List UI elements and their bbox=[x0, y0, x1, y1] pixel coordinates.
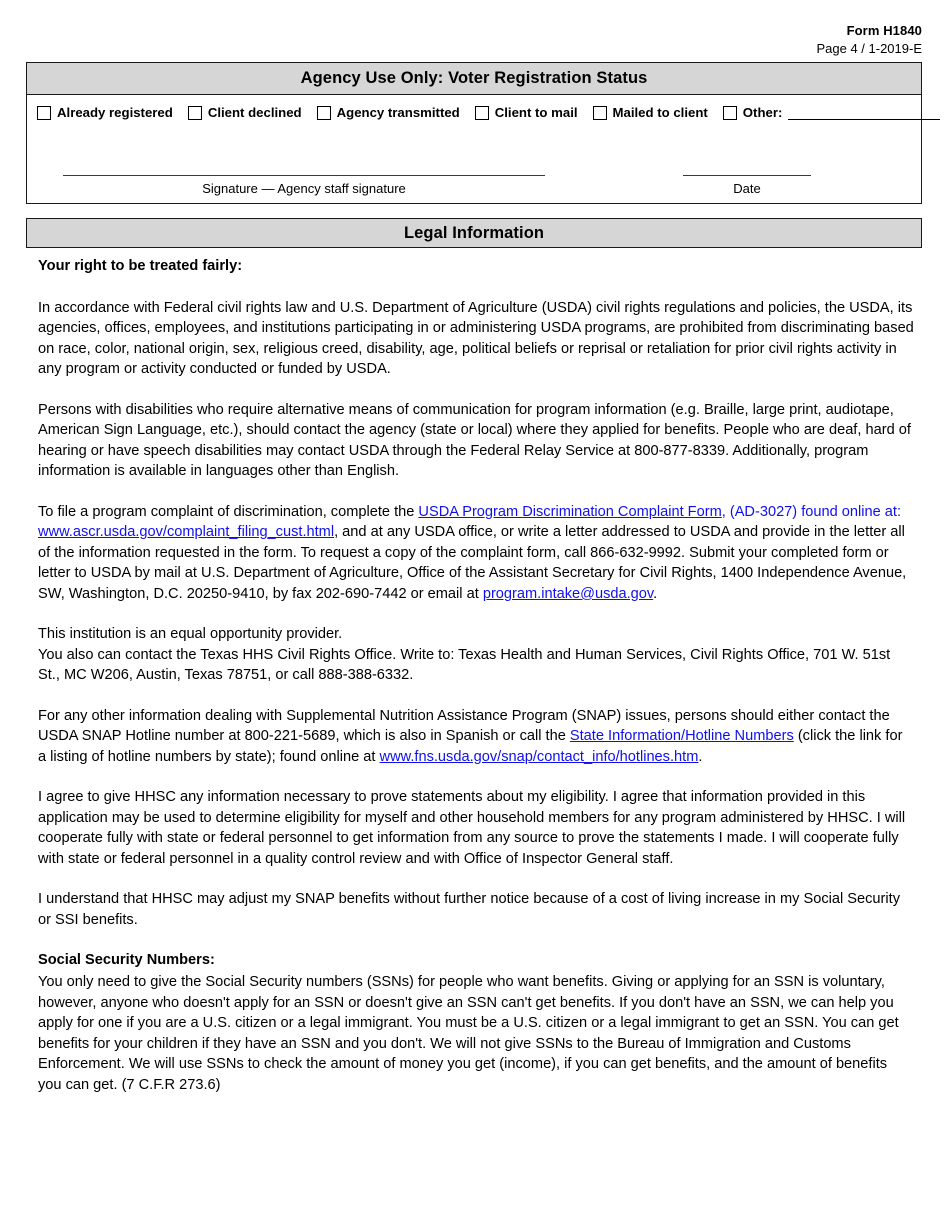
paragraph-usda-civil-rights: In accordance with Federal civil rights law and U.S. Department of Agriculture (USDA) civil rights regulations and policies, the USDA, its agencies, offices, employees, and institutions participating in or administering USDA programs, are prohibited from discriminating based on race, color, national origin, sex, religious creed, disability, age, political beliefs or reprisal or retaliation for prior civil rights activity in any program or activity conducted or funded by USDA. bbox=[38, 299, 914, 378]
legal-information-body bbox=[38, 256, 914, 1095]
checkbox-label: Mailed to client bbox=[612, 105, 708, 121]
snap-text-1: For any other information dealing with Supplemental Nutrition Assistance Program (SNAP) issues, persons should either contact the USDA SNAP Hotline number at 800-221-5689, which is also in Spanish or call the bbox=[38, 707, 890, 745]
subheading-treated-fairly: Your right to be treated fairly: bbox=[38, 258, 243, 274]
checkbox-already-registered[interactable] bbox=[37, 106, 173, 120]
snap-text-2: (click the link for a listing of hotline numbers by state); found online at bbox=[38, 728, 903, 765]
paragraph-ssn-details: You only need to give the Social Security numbers (SSNs) for people who want benefits. Giving or applying for an SSN is voluntary, however, anyone who doesn't apply for an SSN or doesn't give an SSN can't get benefits. If you don't have an SSN, we can help you apply for one if you are a U.S. citizen or a legal immigrant. You must be a U.S. citizen or a legal immigrant to get an SSN. You can get benefits for your children if they have an SSN and you don't. We will not give SSNs to the Bureau of Immigration and Customs Enforcement. We will use SSNs to check the amount of money you get (income), if you can get benefits, and the amount of benefits you can get. (7 C.F.R 273.6) bbox=[38, 974, 899, 1093]
paragraph-agreement: I agree to give HHSC any information necessary to prove statements about my eligibility. I agree that information provided in this application may be used to determine eligibility for myself and other household members for any program administered by HHSC. I will cooperate fully with state or federal personnel to get information from any source to prove the statements I made. I will cooperate fully with state or federal personnel in a quality control review and with Office of Inspector General staff. bbox=[38, 789, 906, 867]
form-number: Form H1840 bbox=[846, 23, 922, 38]
checkbox-box-icon[interactable] bbox=[475, 106, 489, 120]
link-usda-complaint-form[interactable]: USDA Program Discrimination Complaint Form bbox=[418, 503, 722, 520]
date-caption: Date bbox=[733, 181, 761, 196]
checkbox-other[interactable] bbox=[723, 106, 941, 120]
checkbox-box-icon[interactable] bbox=[723, 106, 737, 120]
complaint-text-2: , (AD-3027) found online at: bbox=[721, 503, 902, 520]
paragraph-texas-civil-rights-office: You also can contact the Texas HHS Civil Rights Office. Write to: Texas Health and Human Services, Civil Rights Office, 701 W. 51st St., MC W206, Austin, Texas 78751, or call 888-388-6332. bbox=[38, 646, 891, 684]
paragraph-equal-opportunity: This institution is an equal opportunity provider. bbox=[38, 626, 343, 643]
voter-registration-status-options bbox=[27, 95, 921, 120]
checkbox-client-declined[interactable] bbox=[188, 106, 302, 120]
link-fns-snap-hotlines[interactable]: www.fns.usda.gov/snap/contact_info/hotlines.htm bbox=[379, 748, 699, 765]
checkbox-box-icon[interactable] bbox=[593, 106, 607, 120]
signature-row bbox=[27, 149, 921, 201]
link-state-information-hotline-numbers[interactable]: State Information/Hotline Numbers bbox=[569, 728, 794, 745]
signature-caption: Signature — Agency staff signature bbox=[202, 181, 406, 196]
checkbox-label: Client to mail bbox=[494, 105, 578, 121]
checkbox-label: Already registered bbox=[57, 105, 173, 121]
complaint-text-3: , and at any USDA office, or write a letter addressed to USDA and provide in the letter all of the information requested in the form. To request a copy of the complaint form, call 866-632-9992. Submit your completed form or letter to USDA by mail at U.S. Department of Agriculture, Office of the Assistant Secretary for Civil Rights, 1400 Independence Avenue, SW, Washington, D.C. 20250-9410, by fax 202-690-7442 or email at bbox=[38, 524, 907, 602]
checkbox-box-icon[interactable] bbox=[317, 106, 331, 120]
complaint-text-1: To file a program complaint of discrimination, complete the bbox=[38, 503, 419, 520]
checkbox-mailed-to-client[interactable] bbox=[593, 106, 708, 120]
checkbox-box-icon[interactable] bbox=[188, 106, 202, 120]
other-text-input[interactable] bbox=[788, 107, 940, 120]
paragraph-snap-adjustment: I understand that HHSC may adjust my SNAP benefits without further notice because of a cost of living increase in my Social Security or SSI benefits. bbox=[38, 891, 900, 928]
agency-section-header bbox=[27, 63, 921, 95]
form-identification bbox=[816, 22, 922, 57]
paragraph-file-complaint bbox=[38, 502, 914, 605]
checkbox-agency-transmitted[interactable] bbox=[317, 106, 460, 120]
checkbox-client-to-mail[interactable] bbox=[475, 106, 578, 120]
link-ascr-complaint-filing[interactable]: www.ascr.usda.gov/complaint_filing_cust.html bbox=[38, 524, 335, 541]
snap-text-3: . bbox=[698, 748, 703, 765]
checkbox-label: Agency transmitted bbox=[336, 105, 460, 121]
legal-information-header bbox=[26, 218, 922, 248]
paragraph-snap-hotline bbox=[38, 706, 914, 768]
date-line[interactable] bbox=[683, 175, 811, 176]
subheading-social-security-numbers: Social Security Numbers: bbox=[38, 952, 215, 969]
link-program-intake-email[interactable]: program.intake@usda.gov bbox=[482, 585, 654, 602]
checkbox-box-icon[interactable] bbox=[37, 106, 51, 120]
legal-section-title: Legal Information bbox=[403, 223, 545, 242]
signature-line[interactable] bbox=[63, 175, 545, 176]
page-and-revision: Page 4 / 1-2019-E bbox=[816, 40, 922, 56]
checkbox-label: Client declined bbox=[207, 105, 302, 121]
agency-use-only-section bbox=[26, 62, 922, 204]
complaint-text-4: . bbox=[653, 585, 658, 602]
paragraph-disabilities-accommodation: Persons with disabilities who require alternative means of communication for program information (e.g. Braille, large print, audiotape, American Sign Language, etc.), should contact the agency (state or local) where they applied for benefits. People who are deaf, hard of hearing or have speech disabilities may contact USDA through the Federal Relay Service at 800-877-8339. Additionally, program information is available in languages other than English. bbox=[38, 401, 911, 480]
checkbox-label: Other: bbox=[742, 105, 783, 121]
agency-section-title: Agency Use Only: Voter Registration Status bbox=[300, 69, 648, 87]
